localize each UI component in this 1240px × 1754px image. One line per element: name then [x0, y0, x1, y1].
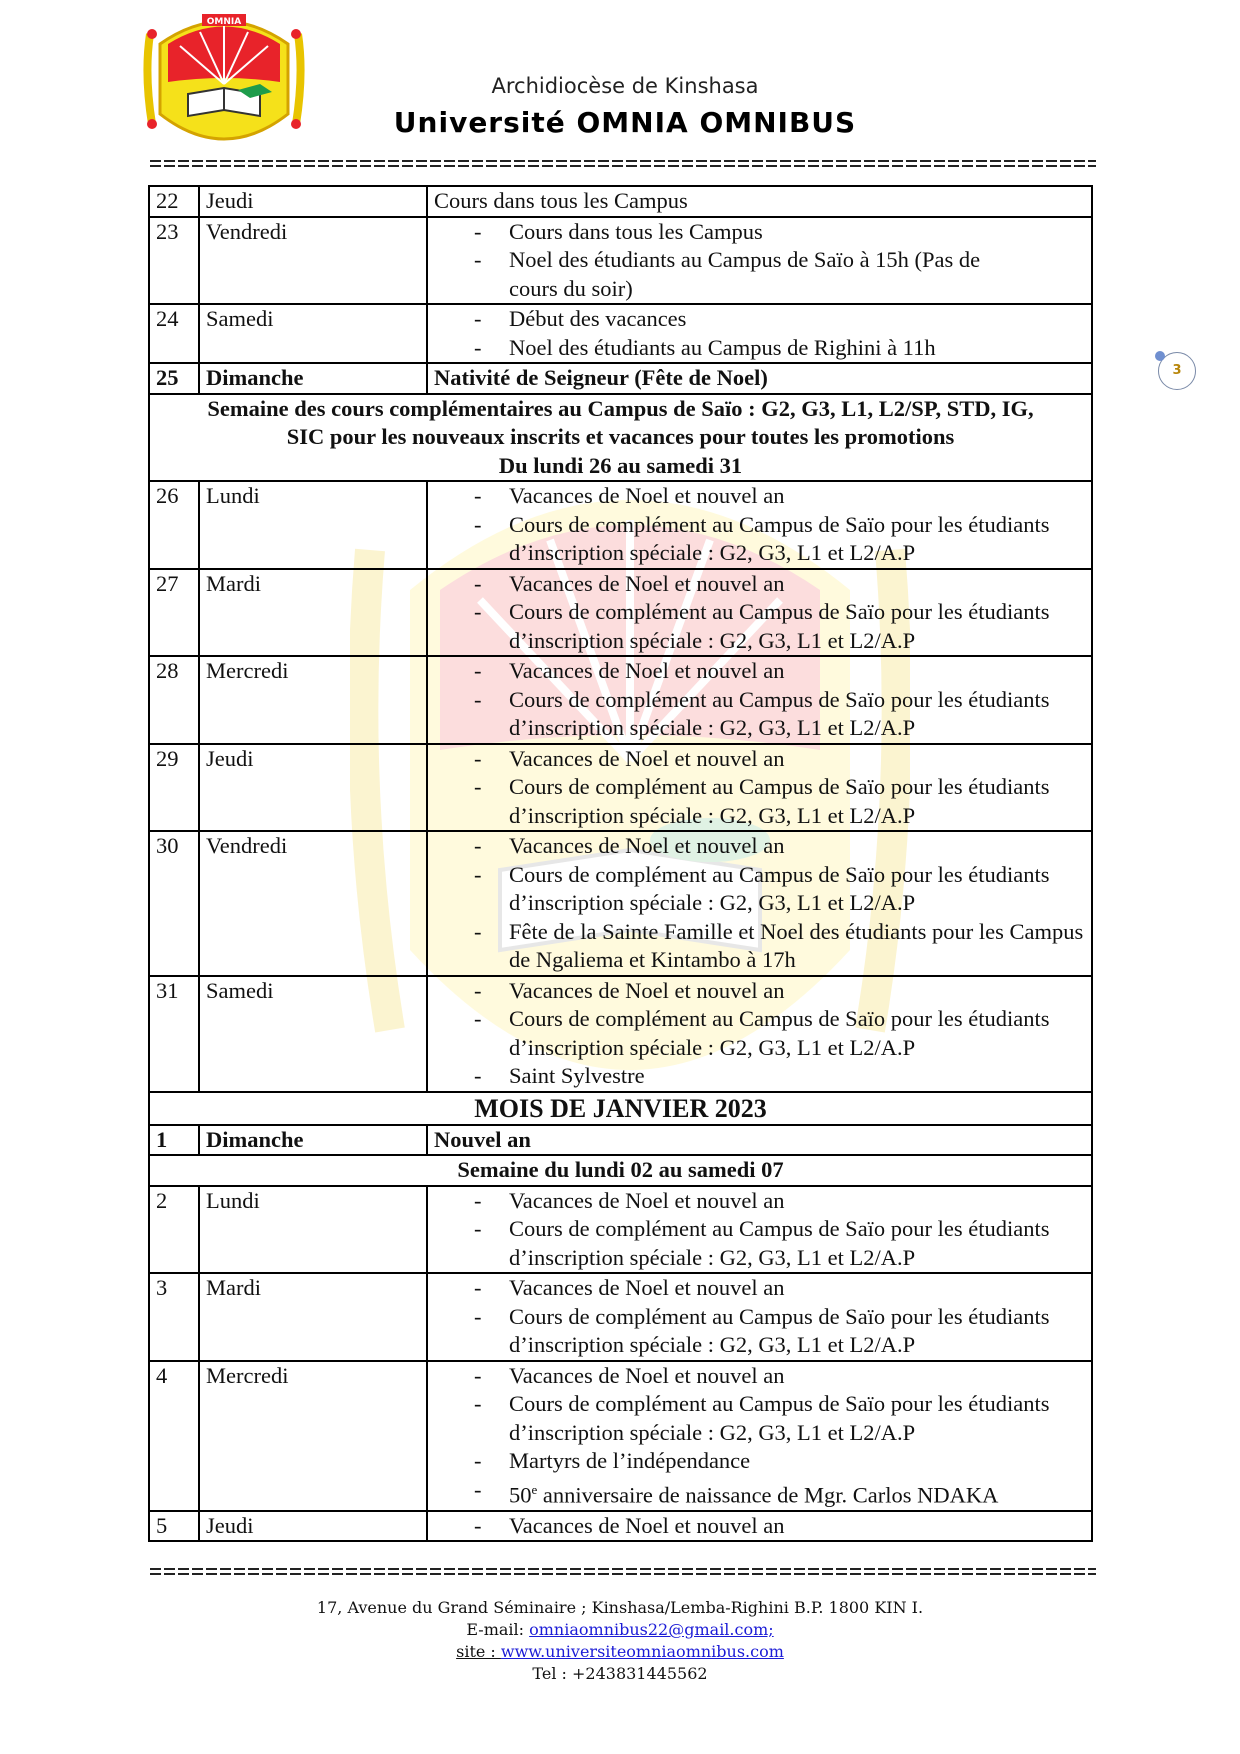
event-item: - Début des vacances	[434, 305, 1085, 334]
event-list	[427, 1273, 1092, 1361]
table-row	[149, 569, 1092, 657]
event-item: - Vacances de Noel et nouvel an	[434, 1362, 1085, 1391]
day-number: 5	[149, 1511, 199, 1542]
day-name: Jeudi	[199, 1511, 427, 1542]
day-number: 3	[149, 1273, 199, 1361]
event-item: - Vacances de Noel et nouvel an	[434, 745, 1085, 774]
day-number: 25	[149, 363, 199, 394]
day-number: 26	[149, 481, 199, 569]
event-item: - Noel des étudiants au Campus de Righini à 11h	[434, 334, 1085, 363]
banner-line: SIC pour les nouveaux inscrits et vacances pour toutes les promotions	[286, 424, 955, 449]
table-row	[149, 304, 1092, 363]
footer-email-line	[0, 1619, 1240, 1641]
event-item-anniversary	[434, 1476, 1085, 1510]
event-item: - Cours de complément au Campus de Saïo pour les étudiants d’inscription spéciale : G2, G3, L1 et L2/A.P	[434, 598, 1085, 655]
day-name: Mercredi	[199, 1361, 427, 1511]
event-list	[427, 976, 1092, 1092]
event-item: - Vacances de Noel et nouvel an	[434, 1512, 1085, 1541]
banner-line: Du lundi 26 au samedi 31	[498, 452, 743, 478]
day-name: Samedi	[199, 976, 427, 1092]
event-list	[427, 744, 1092, 832]
month-header-row	[149, 1092, 1092, 1125]
event-item: - Saint Sylvestre	[434, 1062, 1085, 1091]
svg-text:OMNIA: OMNIA	[206, 17, 242, 27]
badge-dot-icon	[1155, 351, 1165, 361]
event-list	[427, 1511, 1092, 1542]
month-title: MOIS DE JANVIER 2023	[149, 1092, 1092, 1125]
site-link[interactable]: www.universiteomniaomnibus.com	[500, 1642, 784, 1661]
table-row	[149, 976, 1092, 1092]
table-row	[149, 1511, 1092, 1542]
anniv-number: 50	[509, 1482, 532, 1507]
event-text: Nouvel an	[427, 1125, 1092, 1156]
day-name: Mardi	[199, 1273, 427, 1361]
footer	[0, 1597, 1240, 1685]
day-number: 31	[149, 976, 199, 1092]
event-item: - Vacances de Noel et nouvel an	[434, 657, 1085, 686]
event-list	[427, 1186, 1092, 1274]
day-number: 2	[149, 1186, 199, 1274]
day-number: 29	[149, 744, 199, 832]
day-name: Vendredi	[199, 217, 427, 305]
day-name: Vendredi	[199, 831, 427, 976]
day-number: 22	[149, 186, 199, 217]
banner-line: Semaine des cours complémentaires au Campus de Saïo : G2, G3, L1, L2/SP, STD, IG,	[207, 395, 1034, 421]
table-row	[149, 1361, 1092, 1511]
university-title: Université OMNIA OMNIBUS	[393, 106, 857, 139]
table-row	[149, 217, 1092, 305]
week-banner-row	[149, 1155, 1092, 1186]
page-number: 3	[1172, 363, 1182, 378]
archdiocese-subtitle: Archidiocèse de Kinshasa	[491, 74, 759, 98]
footer-tel: Tel : +243831445562	[532, 1664, 708, 1683]
event-item: - Cours de complément au Campus de Saïo pour les étudiants d’inscription spéciale : G2, G3, L1 et L2/A.P	[434, 773, 1085, 830]
day-name: Dimanche	[199, 1125, 427, 1156]
day-name: Dimanche	[199, 363, 427, 394]
event-item: - Martyrs de l’indépendance	[434, 1447, 1085, 1476]
week-banner: Semaine du lundi 02 au samedi 07	[149, 1155, 1092, 1186]
week-banner-row	[149, 394, 1092, 482]
header-separator	[150, 158, 1096, 170]
event-text: Nativité de Seigneur (Fête de Noel)	[427, 363, 1092, 394]
event-item: - Vacances de Noel et nouvel an	[434, 1187, 1085, 1216]
table-row-holiday	[149, 363, 1092, 394]
day-number: 30	[149, 831, 199, 976]
table-row	[149, 481, 1092, 569]
event-item: - Cours de complément au Campus de Saïo pour les étudiants d’inscription spéciale : G2, G3, L1 et L2/A.P	[434, 1005, 1085, 1062]
footer-site-line	[0, 1641, 1240, 1663]
site-label: site :	[456, 1642, 501, 1661]
page-number-badge	[1158, 352, 1196, 390]
calendar-table	[148, 185, 1093, 1542]
event-item: - Cours de complément au Campus de Saïo pour les étudiants d’inscription spéciale : G2, G3, L1 et L2/A.P	[434, 511, 1085, 568]
footer-address: 17, Avenue du Grand Séminaire ; Kinshasa/Lemba-Righini B.P. 1800 KIN I.	[316, 1598, 924, 1617]
day-name: Jeudi	[199, 744, 427, 832]
anniv-text: anniversaire de naissance de Mgr. Carlos NDAKA	[537, 1482, 999, 1507]
event-item: - Cours dans tous les Campus	[434, 218, 1085, 247]
table-row	[149, 1186, 1092, 1274]
event-list	[427, 569, 1092, 657]
event-item: - Cours de complément au Campus de Saïo pour les étudiants d’inscription spéciale : G2, G3, L1 et L2/A.P	[434, 861, 1085, 918]
event-item: - Fête de la Sainte Famille et Noel des étudiants pour les Campus de Ngaliema et Kintambo à 17h	[434, 918, 1085, 975]
event-list	[427, 1361, 1092, 1511]
table-row-holiday	[149, 1125, 1092, 1156]
event-item: - Vacances de Noel et nouvel an	[434, 570, 1085, 599]
week-banner	[149, 394, 1092, 482]
day-name: Mercredi	[199, 656, 427, 744]
footer-separator	[150, 1566, 1096, 1578]
event-item: - Cours de complément au Campus de Saïo pour les étudiants d’inscription spéciale : G2, G3, L1 et L2/A.P	[434, 1303, 1085, 1360]
event-item: - Vacances de Noel et nouvel an	[434, 977, 1085, 1006]
event-text: Cours dans tous les Campus	[427, 186, 1092, 217]
table-row	[149, 186, 1092, 217]
day-name: Mardi	[199, 569, 427, 657]
table-row	[149, 656, 1092, 744]
day-number: 4	[149, 1361, 199, 1511]
anniv-superscript: e	[531, 1481, 538, 1497]
day-number: 24	[149, 304, 199, 363]
event-list	[427, 656, 1092, 744]
day-number: 1	[149, 1125, 199, 1156]
event-item: - Cours de complément au Campus de Saïo pour les étudiants d’inscription spéciale : G2, G3, L1 et L2/A.P	[434, 686, 1085, 743]
day-name: Samedi	[199, 304, 427, 363]
day-number: 28	[149, 656, 199, 744]
day-name: Lundi	[199, 481, 427, 569]
table-row	[149, 744, 1092, 832]
day-name: Jeudi	[199, 186, 427, 217]
day-name: Lundi	[199, 1186, 427, 1274]
event-item: - Cours de complément au Campus de Saïo pour les étudiants d’inscription spéciale : G2, G3, L1 et L2/A.P	[434, 1215, 1085, 1272]
event-list	[427, 481, 1092, 569]
table-row	[149, 831, 1092, 976]
table-row	[149, 1273, 1092, 1361]
email-label: E-mail:	[466, 1620, 530, 1639]
event-list	[427, 304, 1092, 363]
event-item: - Vacances de Noel et nouvel an	[434, 832, 1085, 861]
event-item: - Vacances de Noel et nouvel an	[434, 482, 1085, 511]
event-item: - Noel des étudiants au Campus de Saïo à 15h (Pas de	[434, 246, 1085, 275]
event-list	[427, 217, 1092, 305]
event-continuation: cours du soir)	[509, 275, 633, 301]
event-list	[427, 831, 1092, 976]
event-item: - Cours de complément au Campus de Saïo pour les étudiants d’inscription spéciale : G2, G3, L1 et L2/A.P	[434, 1390, 1085, 1447]
day-number: 23	[149, 217, 199, 305]
event-item: - Vacances de Noel et nouvel an	[434, 1274, 1085, 1303]
day-number: 27	[149, 569, 199, 657]
email-link[interactable]: omniaomnibus22@gmail.com;	[529, 1620, 774, 1639]
